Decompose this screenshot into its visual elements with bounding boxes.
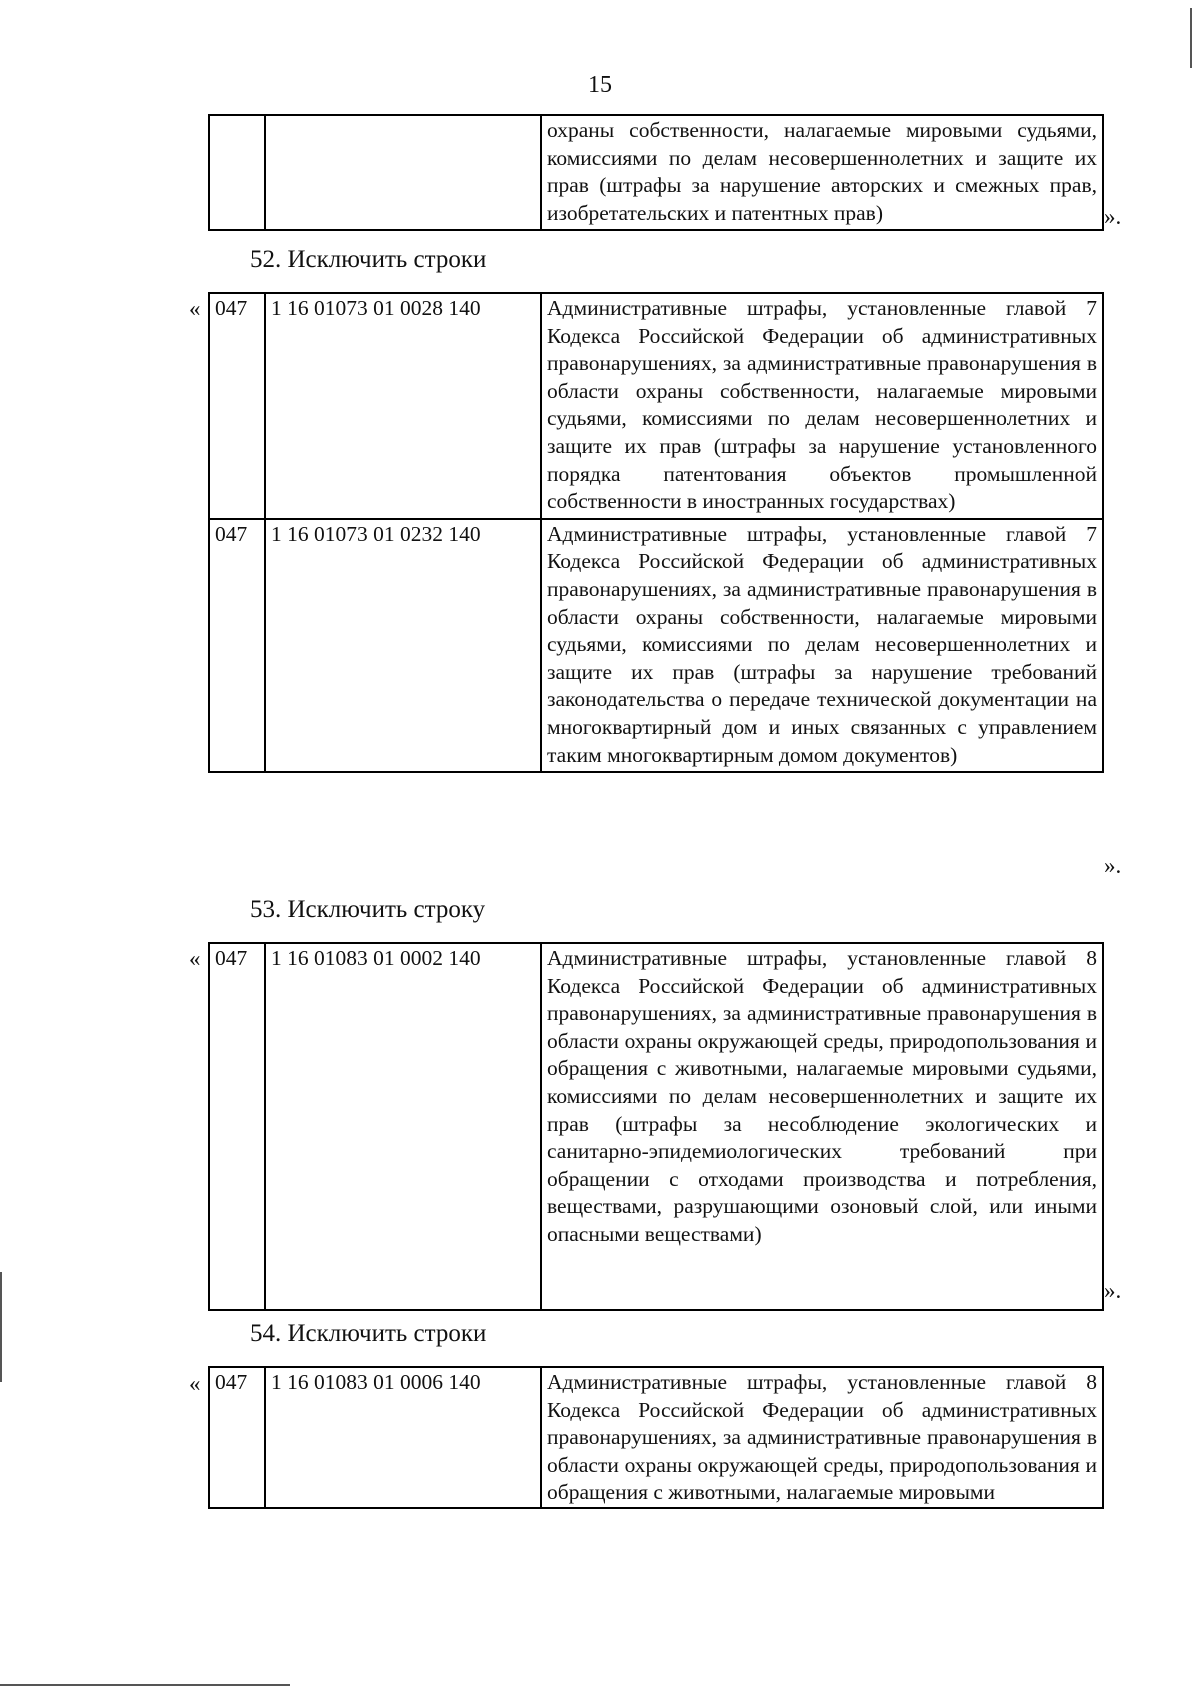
section-heading: 54. Исключить строки	[250, 1320, 487, 1347]
budget-code-cell: 1 16 01083 01 0006 140	[265, 1367, 541, 1508]
revenue-name-cell: Административные штрафы, установленные главой 8 Кодекса Российской Федерации об административных правонарушениях, за административные правонарушения в области охраны окружающей среды, природопользования и обращения с животными, налагаемые мировыми судьями, комиссиями по делам несовершеннолетних и защите их прав (штрафы за несоблюдение экологических и санитарно-эпидемиологических требований при обращении с отходами производства и потребления, веществами, разрушающими озоновый слой, или иными опасными веществами)	[541, 943, 1103, 1310]
table-row	[209, 293, 1103, 519]
close-quote: ».	[1104, 853, 1122, 878]
scan-edge-mark	[0, 1272, 2, 1382]
budget-code-cell	[265, 115, 541, 230]
admin-code-cell	[209, 115, 265, 230]
admin-code-cell: 047	[209, 293, 265, 519]
continuation-table	[208, 114, 1104, 231]
table-row	[209, 943, 1103, 1310]
section-heading: 52. Исключить строки	[250, 246, 487, 273]
deletion-table	[208, 292, 1104, 773]
open-quote: «	[189, 946, 201, 971]
section-heading: 53. Исключить строку	[250, 896, 486, 923]
budget-code-cell: 1 16 01083 01 0002 140	[265, 943, 541, 1310]
table-row	[209, 115, 1103, 230]
revenue-name-cell: Административные штрафы, установленные главой 7 Кодекса Российской Федерации об административных правонарушениях, за административные правонарушения в области охраны собственности, налагаемые мировыми судьями, комиссиями по делам несовершеннолетних и защите их прав (штрафы за нарушение требований законодательства о передаче технической документации на многоквартирный дом и иных связанных с управлением таким многоквартирным домом документов)	[541, 519, 1103, 772]
deletion-table	[208, 1366, 1104, 1509]
close-quote: ».	[1104, 1278, 1122, 1303]
deletion-table	[208, 942, 1104, 1311]
page-number: 15	[588, 72, 612, 98]
admin-code-cell: 047	[209, 943, 265, 1310]
open-quote: «	[189, 296, 201, 321]
close-quote: ».	[1104, 204, 1122, 229]
revenue-name-cell: Административные штрафы, установленные главой 8 Кодекса Российской Федерации об административных правонарушениях, за административные правонарушения в области охраны окружающей среды, природопользования и обращения с животными, налагаемые мировыми	[541, 1367, 1103, 1508]
scan-edge-mark	[1190, 8, 1192, 68]
revenue-name-cell: Административные штрафы, установленные главой 7 Кодекса Российской Федерации об административных правонарушениях, за административные правонарушения в области охраны собственности, налагаемые мировыми судьями, комиссиями по делам несовершеннолетних и защите их прав (штрафы за нарушение установленного порядка патентования объектов промышленной собственности в иностранных государствах)	[541, 293, 1103, 519]
budget-code-cell: 1 16 01073 01 0232 140	[265, 519, 541, 772]
revenue-name-cell: охраны собственности, налагаемые мировыми судьями, комиссиями по делам несовершеннолетних и защите их прав (штрафы за нарушение авторских и смежных прав, изобретательских и патентных прав)	[541, 115, 1103, 230]
budget-code-cell: 1 16 01073 01 0028 140	[265, 293, 541, 519]
table-row	[209, 1367, 1103, 1508]
table-row	[209, 519, 1103, 772]
admin-code-cell: 047	[209, 1367, 265, 1508]
admin-code-cell: 047	[209, 519, 265, 772]
scan-edge-mark	[0, 1684, 290, 1686]
open-quote: «	[189, 1371, 201, 1396]
